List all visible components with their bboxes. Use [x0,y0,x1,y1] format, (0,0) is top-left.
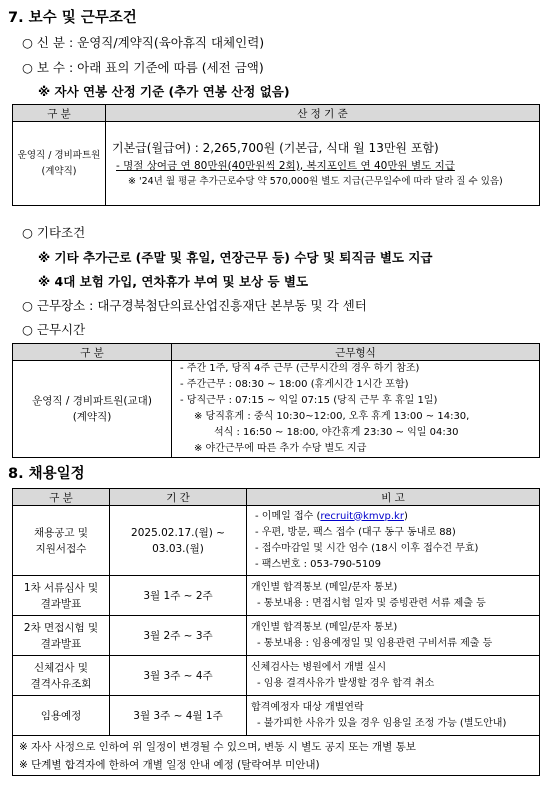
pay-line: ○ 보 수 : 아래 표의 기준에 따름 (세전 금액) [22,60,264,75]
salary-sub-2: ※ '24년 월 평균 추가근로수당 약 570,000원 별도 지급(근무일수에 따라 달라 질 수 있음) [128,175,503,187]
stage-cell: 임용예정 [13,696,110,736]
schedule-header-stage: 구 분 [13,489,110,506]
stage-cell [13,506,110,576]
other-condition-2: ※ 4대 보험 가입, 연차휴가 부여 및 보상 등 별도 [38,274,309,289]
period-cell [110,506,247,576]
stage-line: 지원서접수 [35,542,87,555]
stage-line: 2차 면접시험 및 [23,621,99,634]
shift-line: 석식 : 16:50 ~ 18:00, 야간휴게 23:30 ~ 익일 04:30 [214,427,459,438]
notes-line: 합격예정자 대상 개별연락 [251,701,364,713]
email-prefix: - 이메일 접수 ( [255,510,321,522]
notes-line: - 불가피한 사유가 있을 경우 임용일 조정 가능 (별도안내) [257,717,507,729]
stage-line: 채용공고 및 [33,526,89,539]
notes-line: 신체검사는 병원에서 개별 실시 [251,661,387,673]
period-cell: 3월 1주 ~ 2주 [110,576,247,616]
section-7-title: 7. 보수 및 근무조건 [8,10,137,26]
period-cell: 3월 2주 ~ 3주 [110,616,247,656]
stage-cell [13,616,110,656]
schedule-header-notes: 비 고 [247,489,540,506]
table-row [13,576,540,616]
pay-table-basis-cell [106,122,540,206]
notes-line: 개인별 합격통보 (메일/문자 통보) [251,621,398,633]
shift-line: ※ 야간근무에 따른 추가 수당 별도 지급 [194,443,367,454]
period-cell: 3월 3주 ~ 4월 1주 [110,696,247,736]
notes-cell [247,576,540,616]
worktime-title: ○ 근무시간 [22,322,86,337]
workplace-line: ○ 근무장소 : 대구경북첨단의료산업진흥재단 본부동 및 각 센터 [22,298,367,313]
shift-line: - 주간 1주, 당직 4주 근무 (근무시간의 경우 하기 참조) [180,363,420,374]
notes-cell [247,506,540,576]
email-link[interactable]: recruit@kmvp.kr [320,510,404,522]
pay-table-header-basis: 산 정 기 준 [106,105,540,122]
table-row [13,696,540,736]
shift-table-header-form: 근무형식 [172,344,540,361]
table-row [13,616,540,656]
period-line: 2025.02.17.(월) ~ [131,526,225,539]
stage-line: 결과발표 [40,597,82,610]
notes-cell [247,696,540,736]
pay-table-type-cell [13,122,106,206]
period-cell: 3월 3주 ~ 4주 [110,656,247,696]
section-8-title: 8. 채용일정 [8,466,85,482]
notes-line: - 통보내용 : 면접시험 일자 및 증빙관련 서류 제출 등 [257,597,486,609]
schedule-table [12,488,540,776]
pay-table-header-type: 구 분 [13,105,106,122]
shift-line: - 당직근무 : 07:15 ~ 익일 07:15 (당직 근무 후 휴일 1일) [180,395,438,406]
schedule-header-period: 기 간 [110,489,247,506]
salary-sub-1: - 명절 상여금 연 80만원(40만원씩 2회), 복지포인트 연 40만원 별도 지급 [116,159,455,172]
notes-line: - 임용 결격사유가 발생할 경우 합격 취소 [257,677,435,689]
notes-cell [247,616,540,656]
shift-line: ※ 당직휴게 : 중식 10:30~12:00, 오후 휴게 13:00 ~ 14:30, [194,411,470,422]
stage-line: 결격사유조회 [30,677,92,690]
notes-line: - 접수마감일 및 시간 엄수 (18시 이후 접수건 무효) [255,542,479,554]
stage-line: 신체검사 및 [33,661,89,674]
stage-line: 1차 서류심사 및 [23,581,99,594]
other-condition-1: ※ 기타 추가근로 (주말 및 휴일, 연장근무 등) 수당 및 퇴직금 별도 지급 [38,250,433,265]
notes-line: - 팩스번호 : 053-790-5109 [255,558,381,570]
notes-line [255,509,535,525]
shift-table [12,343,540,458]
stage-cell [13,656,110,696]
notes-cell [247,656,540,696]
period-line: 03.03.(월) [152,542,204,555]
pay-table [12,104,540,206]
notes-line: - 통보내용 : 임용예정일 및 임용관련 구비서류 제출 등 [257,637,493,649]
footer-cell [13,736,540,776]
footer-line: ※ 단계별 합격자에 한하여 개별 일정 안내 예정 (탈락여부 미안내) [19,758,320,771]
notes-line: - 우편, 방문, 팩스 접수 (대구 동구 동내로 88) [255,526,456,538]
type-line: (계약직) [41,165,77,177]
pay-note: ※ 자사 연봉 산정 기준 (추가 연봉 산정 없음) [38,84,290,99]
shift-table-form-cell [172,361,540,458]
notes-line: 개인별 합격통보 (메일/문자 통보) [251,581,398,593]
employment-type-line: ○ 신 분 : 운영직/계약직(육아휴직 대체인력) [22,35,265,50]
salary-main: 기본급(월급여) : 2,265,700원 (기본급, 식대 월 13만원 포함) [112,140,439,155]
footer-line: ※ 자사 사정으로 인하여 위 일정이 변경될 수 있으며, 변동 시 별도 공지 또는 개별 통보 [19,740,416,753]
shift-line: - 주간근무 : 08:30 ~ 18:00 (휴게시간 1시간 포함) [180,379,409,390]
shift-table-header-type: 구 분 [13,344,172,361]
type-line: 운영직 / 경비파트원(교대) [32,395,152,407]
type-line: (계약직) [72,411,112,423]
email-suffix: ) [403,510,408,522]
shift-table-type-cell [13,361,172,458]
other-conditions-title: ○ 기타조건 [22,225,86,240]
table-row [13,506,540,576]
table-row [13,656,540,696]
stage-line: 결과발표 [40,637,82,650]
type-line: 운영직 / 경비파트원 [17,149,101,161]
stage-cell [13,576,110,616]
footer-row [13,736,540,776]
